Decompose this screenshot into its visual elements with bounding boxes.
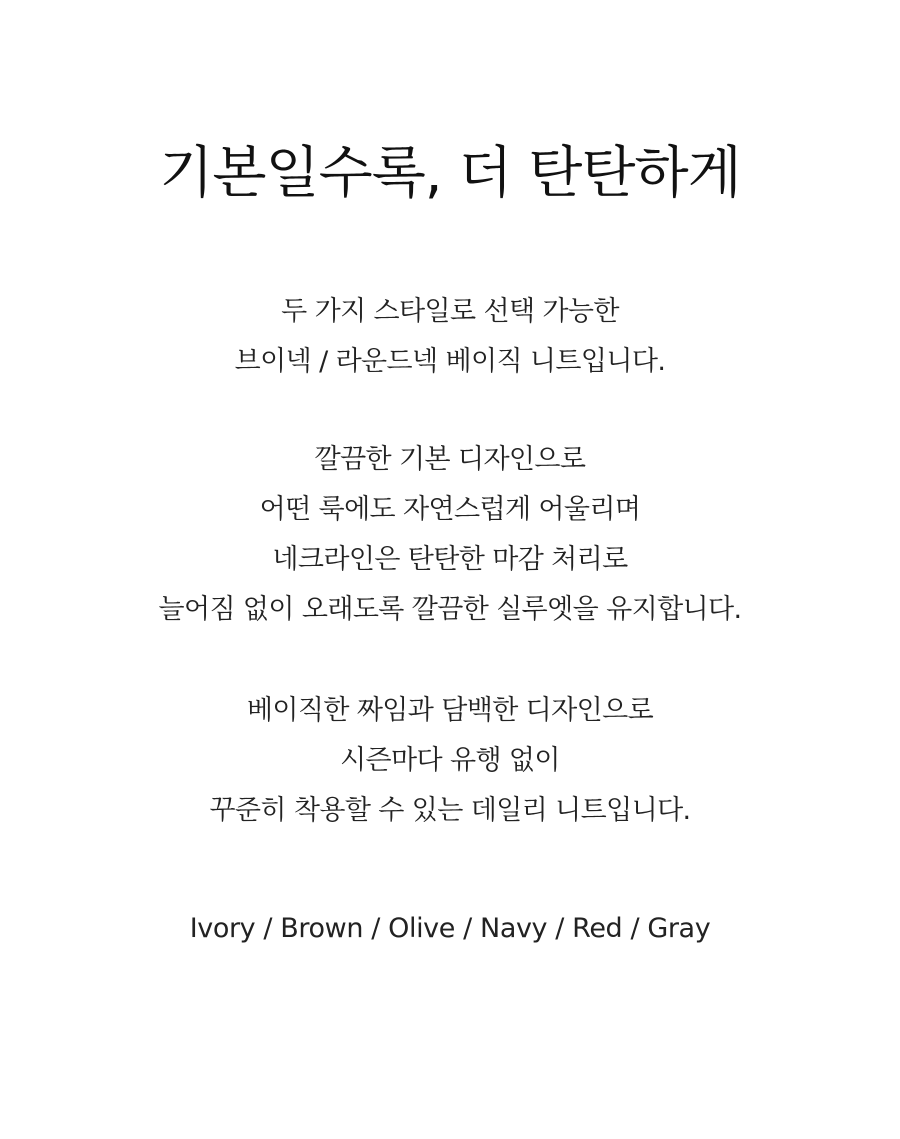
text-line: 어떤 룩에도 자연스럽게 어울리며 [259,494,641,525]
paragraph-daily-wear [0,686,900,836]
color-options: Ivory / Brown / Olive / Navy / Red / Gray [189,913,711,944]
text-line: 깔끔한 기본 디자인으로 [314,444,586,475]
text-line: 두 가지 스타일로 선택 가능한 [281,296,619,327]
text-line: 시즌마다 유행 없이 [340,745,560,776]
text-line: 베이직한 짜임과 담백한 디자인으로 [246,695,654,726]
headline: 기본일수록, 더 탄탄하게 [159,141,741,206]
paragraph-design-details [0,435,900,635]
text-line: 네크라인은 탄탄한 마감 처리로 [272,544,628,575]
text-line: 늘어짐 없이 오래도록 깔끔한 실루엣을 유지합니다. [158,594,742,625]
paragraph-style-options [0,287,900,387]
text-line: 브이넥 / 라운드넥 베이직 니트입니다. [234,346,666,377]
text-line: 꾸준히 착용할 수 있는 데일리 니트입니다. [209,795,691,826]
